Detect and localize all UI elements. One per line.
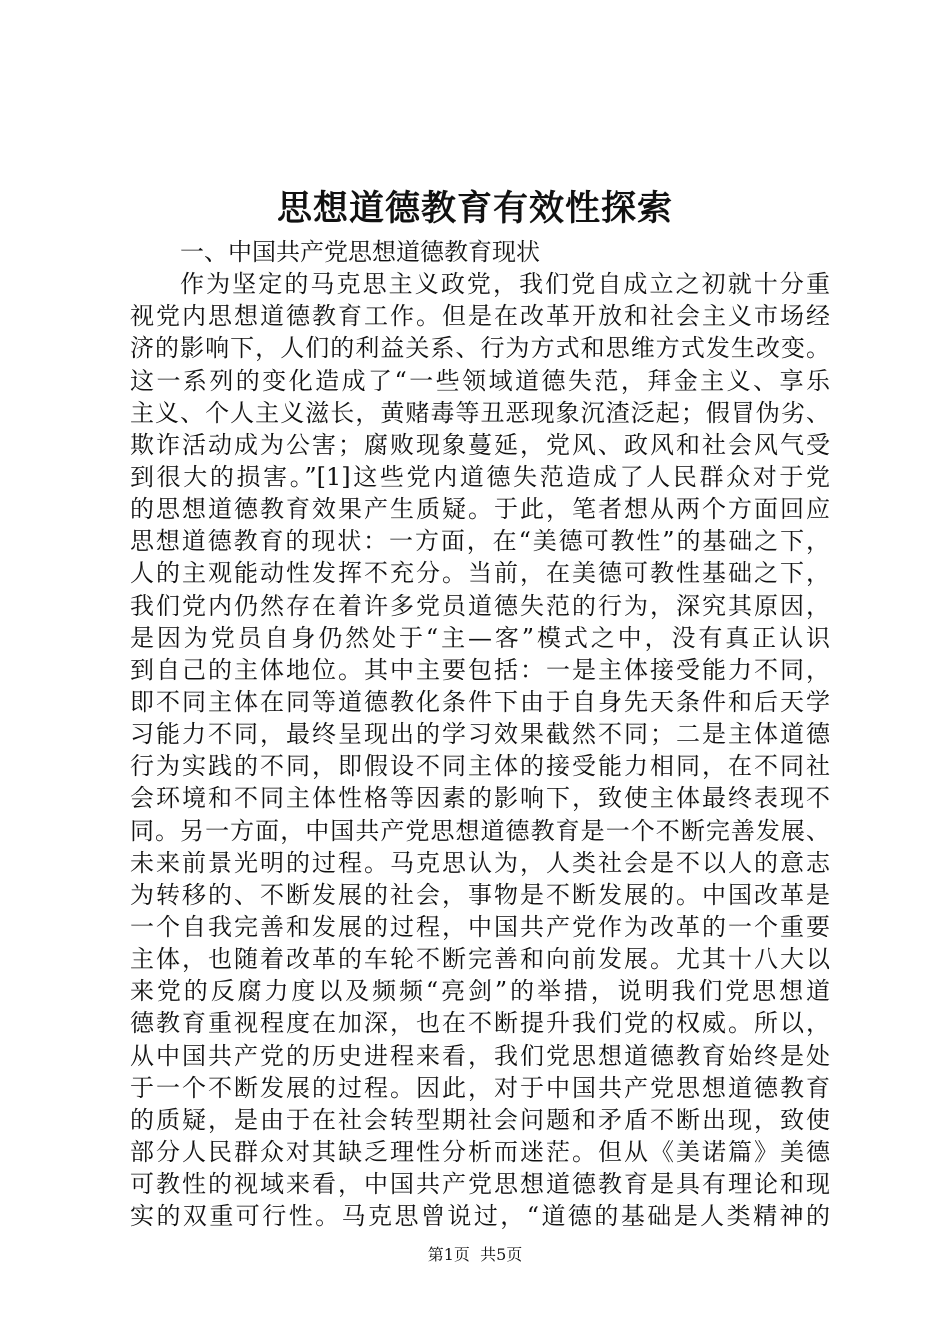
paragraph-line: 未来前景光明的过程。马克思认为，人类社会是不以人的意志	[130, 848, 830, 877]
document-title: 思想道德教育有效性探索	[276, 188, 673, 229]
paragraph-line: 来党的反腐力度以及频频“亮剑”的举措，说明我们党思想道	[130, 977, 830, 1006]
paragraph-line: 可教性的视域来看，中国共产党思想道德教育是具有理论和现	[130, 1170, 830, 1199]
paragraph-line: 从中国共产党的历史进程来看，我们党思想道德教育始终是处	[130, 1041, 830, 1070]
paragraph-line: 作为坚定的马克思主义政党，我们党自成立之初就十分重	[180, 270, 830, 299]
paragraph-line: 一个自我完善和发展的过程，中国共产党作为改革的一个重要	[130, 912, 830, 941]
document-body	[130, 236, 830, 1232]
paragraph-line: 欺诈活动成为公害；腐败现象蔓延，党风、政风和社会风气受	[130, 430, 830, 459]
page-indicator: 第1页 共5页	[427, 1245, 523, 1264]
paragraph-line: 人的主观能动性发挥不充分。当前，在美德可教性基础之下，	[130, 559, 830, 588]
paragraph-line: 到很大的损害。”[1]这些党内道德失范造成了人民群众对于党	[130, 462, 830, 491]
paragraph-line: 行为实践的不同，即假设不同主体的接受能力相同，在不同社	[130, 752, 830, 781]
paragraph-line: 济的影响下，人们的利益关系、行为方式和思维方式发生改变。	[130, 334, 830, 363]
paragraph-line: 的思想道德教育效果产生质疑。于此，笔者想从两个方面回应	[130, 495, 830, 524]
paragraph-line: 思想道德教育的现状：一方面，在“美德可教性”的基础之下，	[130, 527, 830, 556]
paragraph-line: 到自己的主体地位。其中主要包括：一是主体接受能力不同，	[130, 655, 830, 684]
paragraph-line: 实的双重可行性。马克思曾说过，“道德的基础是人类精神的	[130, 1202, 830, 1231]
paragraph-line: 是因为党员自身仍然处于“主—客”模式之中，没有真正认识	[130, 623, 830, 652]
paragraph-line: 同。另一方面，中国共产党思想道德教育是一个不断完善发展、	[130, 816, 830, 845]
paragraph-line: 于一个不断发展的过程。因此，对于中国共产党思想道德教育	[130, 1073, 830, 1102]
paragraph-line: 主义、个人主义滋长，黄赌毒等丑恶现象沉渣泛起；假冒伪劣、	[130, 398, 830, 427]
paragraph-line: 部分人民群众对其缺乏理性分析而迷茫。但从《美诺篇》美德	[130, 1137, 830, 1166]
paragraph-line: 为转移的、不断发展的社会，事物是不断发展的。中国改革是	[130, 880, 830, 909]
paragraph-line: 的质疑，是由于在社会转型期社会问题和矛盾不断出现，致使	[130, 1105, 830, 1134]
paragraph-line: 视党内思想道德教育工作。但是在改革开放和社会主义市场经	[130, 302, 830, 331]
paragraph-line: 这一系列的变化造成了“一些领域道德失范，拜金主义、享乐	[130, 366, 830, 395]
paragraph-line: 即不同主体在同等道德教化条件下由于自身先天条件和后天学	[130, 687, 830, 716]
paragraph-line: 习能力不同，最终呈现出的学习效果截然不同；二是主体道德	[130, 720, 830, 749]
page-footer	[0, 1244, 950, 1266]
paragraph-line: 我们党内仍然存在着许多党员道德失范的行为，深究其原因，	[130, 591, 830, 620]
paragraph-line: 会环境和不同主体性格等因素的影响下，致使主体最终表现不	[130, 784, 830, 813]
paragraph-line: 主体，也随着改革的车轮不断完善和向前发展。尤其十八大以	[130, 945, 830, 974]
paragraph-line: 德教育重视程度在加深，也在不断提升我们党的权威。所以，	[130, 1009, 830, 1038]
section-heading: 一、中国共产党思想道德教育现状	[180, 238, 540, 266]
